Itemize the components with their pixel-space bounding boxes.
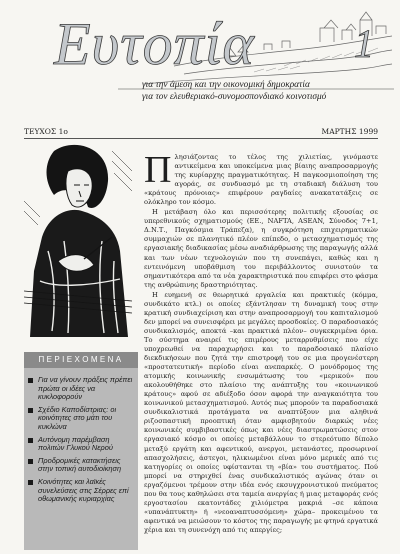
bullet-square-icon [28, 408, 33, 413]
issue-date: ΜΑΡΤΗΣ 1999 [321, 127, 378, 136]
masthead-title: Ευτοπία [54, 11, 255, 77]
article-body [144, 153, 378, 551]
contents-box [24, 352, 138, 550]
contents-item: Κοινότητες και λαϊκές συνελεύσεις στις Σέρρες επί οθωμανικής κυριαρχίας [28, 478, 136, 504]
contents-list [28, 376, 136, 508]
article-paragraph: Πλησιάζοντας το τέλος της χιλιετίας, γινόμαστε αντικείμενα και υποκείμενα μιας βίαιης αναπροσαρμογής της κυρίαρχης πραγματικότητας. Η παγκοσμιοποίηση της αγοράς, σε συνδυασμό με τη σταδιακή διάλυση του «κράτους πρόνοιας» επιφέρουν ραγδαίες ανακατατάξεις σε ολόκληρο τον κόσμο. [144, 153, 378, 207]
header-rule [24, 138, 378, 139]
contents-item: Προδρομικές κατακτήσεις στην τοπική αυτοδιοίκηση [28, 457, 136, 474]
drop-cap: Π [144, 153, 172, 191]
issue-label: ΤΕΥΧΟΣ 1ο [24, 127, 68, 136]
issue-number: 1 [354, 21, 374, 66]
contents-item: Σχέδιο Καποδίστριας: οι κοινότητες στο μάτι του κυκλώνα [28, 406, 136, 432]
woodcut-illustration [24, 141, 132, 337]
contents-heading: ΠΕΡΙΕΧΟΜΕΝΑ [24, 352, 138, 368]
subtitle-line-1: για την άμεση και την οικονομική δημοκρατία [142, 80, 310, 90]
bullet-square-icon [28, 378, 33, 383]
contents-item: Αυτόνομη παρέμβαση πολιτών Γλυκού Νερού [28, 436, 136, 453]
bullet-square-icon [28, 438, 33, 443]
article-paragraph: Η μετάβαση όλο και περισσότερης πολιτικής εξουσίας σε υπερεθνικούς σχηματισμούς (ΕΕ., NAFTA, ASEAN, Σύνοδος 7+1, Δ.Ν.Τ., Παγκόσμια Τράπεζα), η συγκρότηση επιχειρηματικών συμμαχιών σε πλανητικό πλέον επίπεδο, ο μετασχηματισμός της εργασιακής διαδικασίας μέσω αναδιάρθρωσης της παραγωγής αλλά και των νέων τεχνολογιών που τη συνεπάγει, καθώς και η εντεινόμενη υποβάθμιση του περιβάλλοντος συνιστούν τα σημαντικότερα από τα νέα χαρακτηριστικά που επιφέρει στο φάσμα της ανθρώπινης δραστηριότητας. [144, 208, 378, 289]
masthead [24, 6, 394, 106]
article-paragraph: Η ευημενή σε θεωρητικά εργαλεία και πρακτικές (κόμμα, συνδικάτο κτλ.) οι οποίες εξάντλησαν τη δυναμική τους στην κρατική συνδιαχείριση και στην αναπροσαρμογή του καπιταλισμού δεν μπορεί να συνεισφέρει με μεγάλες προσδοκίες. Ο παραδοσιακός συνδικαλισμός, αποκτά –και πρακτικά πλέον– συγκεκριμένα όρια. Το σύστημα αναιρεί τις επιμέρους μεταρρυθμίσεις που είχε υποχρεωθεί να παραχωρήσει και το παραδοσιακό πλαίσιο διεκδικήσεων που ζητά την επιστροφή του σε μια προγενέστερη «προστατευτική» περίοδο είναι ανεπαρκές. Ο μονόδρομος της ατομικής κοινωνικής ενσωμάτωσης του «μερικού» που ακολουθήθηκε στο πλαίσιο της ανάπτυξης του «κοινωνικού κράτους» αφού σε αδιέξοδο όσον αφορά την αναγκαιότητα του κοινωνικού μετασχηματισμού. Αυτός πως μπορούν τα παραδοσιακά συνδικαλιστικά προτάγματα να αναπτύξουν μια αληθινά ριζοσπαστική προοπτική όταν αμφισβητούν διαρκώς νέες κοινωνικές συμβιβαστικές όπως και νέες διαστρωματώσεις στον εργασιακό κόσμο οι οποίες μεταβάλλουν το στερεότυπο δίπολο μεταξύ εργάτη και αφεντικού, ανεργοι, μετανάστες, προσωρινοί απασχολήσεις, άστεγοι, ηλικιωμένοι είναι μόνο μερικές από τις κατηγορίες οι οποίες υφίστανται τη «βία» του συστήματος. Πού μπορεί να στηριχθεί ένας συνδικαλιστικός αγώνας όταν οι εργαζόμενοι τρέμουν στην ιδέα ενός εκσυγχρονιστικού πνεύματος που θα τους καθηλώσει στα ταμεία ανεργίας ή μιας μεταφοράς ενός εργοστασίου εκατοντάδες χιλιόμετρα μακριά –σε κάποια «υπανάπτυκτη» ή «νεοαναπτυσσόμενη» χώρα– προκειμένου τα αφεντικά να μειώσουν το κόστος της παραγωγής με φτηνά εργατικά χέρια και τη συνενόχη από τις απεργίες; [144, 290, 378, 534]
subtitle-line-2: για τον ελευθεριακό-συνομοσπονδιακό κοινοτισμό [142, 92, 327, 102]
masthead-subtitle [142, 79, 400, 103]
bullet-square-icon [28, 459, 33, 464]
bullet-square-icon [28, 480, 33, 485]
contents-item: Για να γίνουν πράξεις πρέπει πρώτα οι ιδέες να κυκλοφορούν [28, 376, 136, 402]
